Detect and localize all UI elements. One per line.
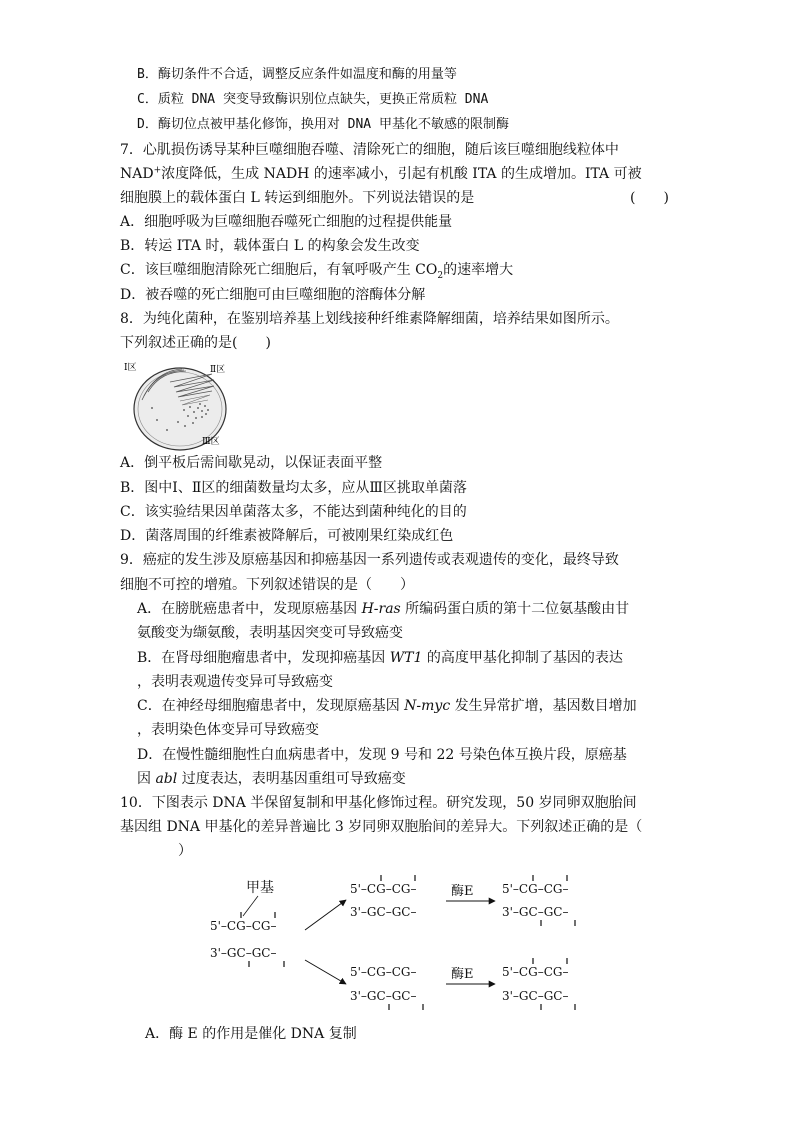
zone1-label: Ⅰ区: [124, 363, 137, 373]
q7-option-d: D．被吞噬的死亡细胞可由巨噬细胞的溶酶体分解: [120, 287, 426, 303]
mid2-strand-bottom: 3'–GC–GC–: [350, 989, 417, 1003]
replication-arrow: [305, 960, 346, 984]
q6-option-b: B．酶切条件不合适，调整反应条件如温度和酶的用量等: [137, 67, 457, 82]
q7-option-a: A．细胞呼吸为巨噬细胞吞噬死亡细胞的过程提供能量: [120, 214, 453, 230]
q9-option-b-line2: ，表明表观遗传变异可导致癌变: [137, 674, 333, 690]
zone2-label: Ⅱ区: [210, 365, 226, 375]
q7-answer-bracket: ( ): [630, 190, 669, 206]
gene-name: H-ras: [361, 601, 401, 617]
q10-stem-line1: 10．下图表示 DNA 半保留复制和甲基化修饰过程。研究发现，50 岁同卵双胞胎间: [120, 795, 637, 811]
mid1-strand-bottom: 3'–GC–GC–: [350, 905, 417, 919]
right1-strand-bottom: 3'–GC–GC–: [502, 905, 569, 919]
q6-option-d: D．酶切位点被甲基化修饰，换用对 DNA 甲基化不敏感的限制酶: [137, 117, 509, 132]
right1-strand-top: 5'–CG–CG–: [502, 882, 569, 896]
q8-option-c: C．该实验结果因单菌落太多，不能达到菌种纯化的目的: [120, 504, 467, 520]
q9-option-d-line1: D．在慢性髓细胞性白血病患者中，发现 9 号和 22 号染色体互换片段，原癌基: [137, 747, 627, 763]
q8-stem-line1: 8．为纯化菌种，在鉴别培养基上划线接种纤维素降解细菌，培养结果如图所示。: [120, 311, 619, 327]
left-strand-top: 5'–CG–CG–: [210, 919, 277, 933]
q10-stem-line2: 基因组 DNA 甲基化的差异普遍比 3 岁同卵双胞胎间的差异大。下列叙述正确的是（: [120, 819, 643, 835]
q9-option-c-line2: ，表明染色体变异可导致癌变: [137, 722, 319, 738]
q9-option-b-line1: B．在肾母细胞瘤患者中，发现抑癌基因 WT1 的高度甲基化抑制了基因的表达: [137, 650, 623, 666]
q9-option-c-line1: C．在神经母细胞瘤患者中，发现原癌基因 N-myc 发生异常扩增，基因数目增加: [137, 698, 637, 714]
enzyme-e-label: 酶E: [451, 884, 474, 899]
dna-methylation-figure: [210, 868, 590, 1013]
q10-stem-line3: ）: [178, 843, 192, 859]
q7-stem-line3: 细胞膜上的载体蛋白 L 转运到细胞外。下列说法错误的是: [120, 190, 475, 206]
q7-option-b: B．转运 ITA 时，载体蛋白 L 的构象会发生改变: [120, 238, 420, 254]
zone3-label: Ⅲ区: [202, 437, 220, 447]
gene-name: N-myc: [404, 698, 451, 714]
q9-option-a-line1: A．在膀胱癌患者中，发现原癌基因 H-ras 所编码蛋白质的第十二位氨基酸由甘: [137, 601, 630, 617]
q6-option-c: C．质粒 DNA 突变导致酶识别位点缺失，更换正常质粒 DNA: [137, 92, 489, 107]
q8-stem-line2: 下列叙述正确的是( ): [120, 335, 271, 351]
replication-arrow: [305, 900, 346, 930]
right2-strand-top: 5'–CG–CG–: [502, 965, 569, 979]
q9-option-d-line2: 因 abl 过度表达，表明基因重组可导致癌变: [137, 771, 406, 787]
methyl-pointer: [243, 896, 258, 916]
right2-strand-bottom: 3'–GC–GC–: [502, 989, 569, 1003]
q8-option-a: A．倒平板后需间歇晃动，以保证表面平整: [120, 455, 383, 471]
q9-stem-line1: 9．癌症的发生涉及原癌基因和抑癌基因一系列遗传或表观遗传的变化，最终导致: [120, 552, 619, 568]
q7-option-c: C．该巨噬细胞清除死亡细胞后，有氧呼吸产生 $CO_2$的速率增大: [120, 262, 514, 281]
enzyme-e-label: 酶E: [451, 967, 474, 982]
q7-stem-line1: 7．心肌损伤诱导某种巨噬细胞吞噬、清除死亡的细胞，随后该巨噬细胞线粒体中: [120, 142, 619, 158]
q9-stem-line2: 细胞不可控的增殖。下列叙述错误的是（ ）: [120, 577, 414, 593]
methyl-label: 甲基: [246, 880, 274, 896]
gene-name: abl: [155, 771, 178, 787]
left-strand-bottom: 3'–GC–GC–: [210, 946, 277, 960]
q8-option-d: D．菌落周围的纤维素被降解后，可被刚果红染成红色: [120, 528, 454, 544]
mid2-strand-top: 5'–CG–CG–: [350, 965, 417, 979]
mid1-strand-top: 5'–CG–CG–: [350, 882, 417, 896]
q8-option-b: B．图中Ⅰ、Ⅱ区的细菌数量均太多，应从Ⅲ区挑取单菌落: [120, 480, 467, 496]
petri-dish-figure: [122, 360, 242, 455]
gene-name: WT1: [389, 650, 423, 666]
q7-stem-line2: NAD+浓度降低，生成 NADH 的速率减小，引起有机酸 ITA 的生成增加。ITA 可被: [120, 165, 642, 182]
q10-option-a: A．酶 E 的作用是催化 DNA 复制: [145, 1026, 357, 1042]
q9-option-a-line2: 氨酸变为缬氨酸，表明基因突变可导致癌变: [137, 625, 403, 641]
